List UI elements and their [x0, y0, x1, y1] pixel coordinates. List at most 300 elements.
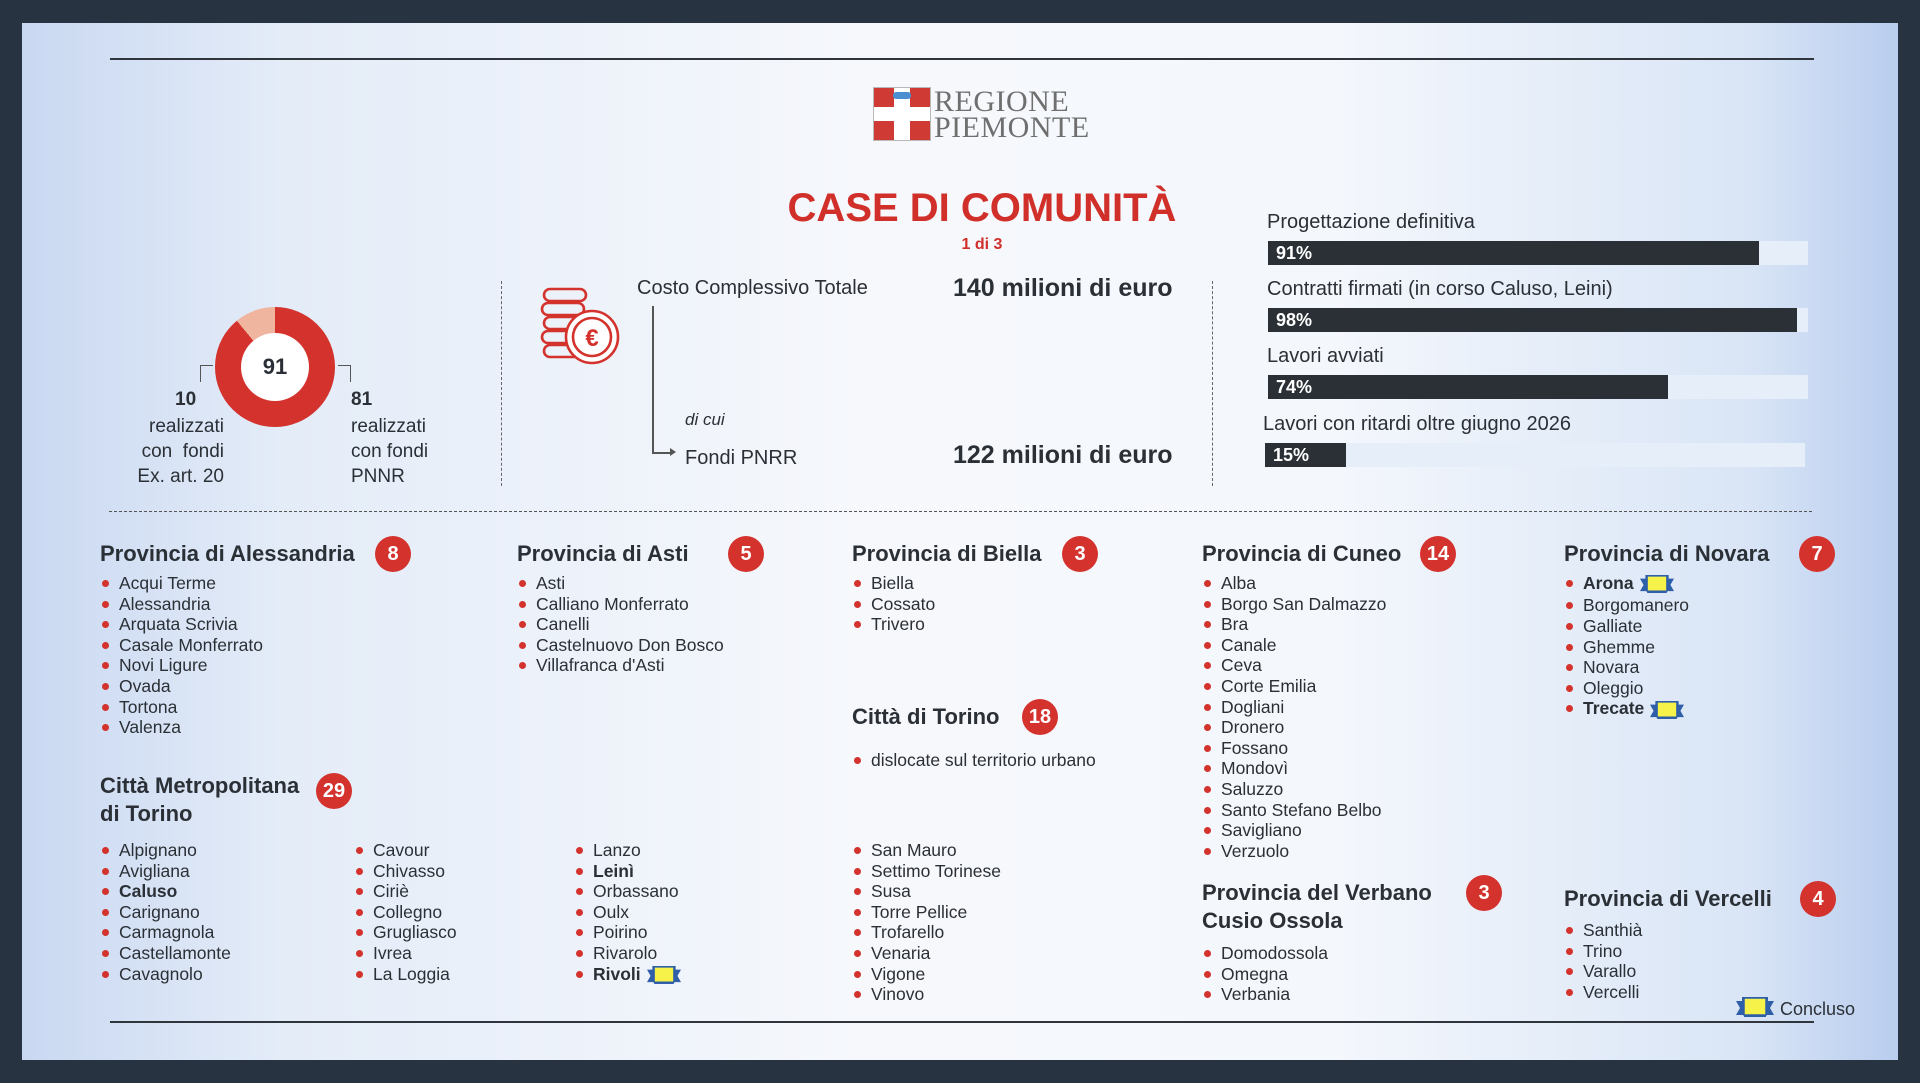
- bullet-icon: [102, 580, 109, 587]
- list-item-label: Cavour: [373, 840, 430, 860]
- bullet-icon: [1204, 765, 1211, 772]
- list-item-label: Venaria: [871, 942, 931, 963]
- list-item-label: Ghemme: [1583, 636, 1655, 657]
- count-badge-metro-torino: 29: [316, 773, 352, 809]
- list-item-label: Torre Pellice: [871, 901, 968, 922]
- list-item: [102, 881, 231, 902]
- list-item: [519, 655, 724, 676]
- list-item: [102, 676, 263, 697]
- count-badge-asti: 5: [728, 536, 764, 572]
- list-item-label: Arona: [1583, 573, 1634, 593]
- bullet-icon: [1204, 971, 1211, 978]
- list-item-label: Trivero: [871, 614, 925, 635]
- ex-art20-label: realizzati con fondi Ex. art. 20: [137, 416, 224, 487]
- bullet-icon: [519, 642, 526, 649]
- bullet-icon: [102, 601, 109, 608]
- bullet-icon: [102, 847, 109, 854]
- bullet-icon: [854, 888, 861, 895]
- list-item-label: Lanzo: [593, 840, 641, 860]
- list-item: [102, 717, 263, 738]
- list-item: [1204, 984, 1328, 1005]
- list-metro-torino-col3: [576, 840, 681, 986]
- list-item-label: Omegna: [1221, 963, 1289, 984]
- list-item-label: Rivarolo: [593, 942, 658, 963]
- bullet-icon: [576, 929, 583, 936]
- progress-value-contracts: 98%: [1276, 310, 1313, 330]
- list-cuneo: [1204, 573, 1386, 861]
- list-item-label: Vercelli: [1583, 981, 1640, 1002]
- list-item: [1566, 961, 1642, 982]
- list-item: [519, 635, 724, 656]
- list-item-label: Oulx: [593, 901, 629, 922]
- bullet-icon: [854, 621, 861, 628]
- total-cost-label: Costo Complessivo Totale: [637, 277, 868, 299]
- list-item-label: Saluzzo: [1221, 778, 1284, 799]
- province-title-citta-torino: Città di Torino: [852, 704, 1000, 729]
- list-item-label: Leinì: [593, 860, 634, 881]
- list-item: [1566, 920, 1642, 941]
- count-badge-novara: 7: [1799, 536, 1835, 572]
- list-item-label: Caluso: [119, 881, 178, 902]
- list-item: [102, 594, 263, 615]
- progress-fill: [1268, 308, 1797, 332]
- list-item-label: Valenza: [119, 717, 181, 738]
- list-item: [356, 840, 457, 861]
- list-item: [576, 943, 681, 964]
- logo-line-2: PIEMONTE: [934, 111, 1090, 144]
- list-item-label: Dronero: [1221, 717, 1285, 738]
- list-item-label: Ovada: [119, 675, 171, 696]
- count-badge-cuneo: 14: [1420, 536, 1456, 572]
- list-item: [1566, 678, 1689, 699]
- list-item: [1204, 758, 1386, 779]
- list-item-label: Trino: [1583, 940, 1623, 961]
- list-item: [854, 573, 935, 594]
- list-item-label: Chivasso: [373, 860, 445, 881]
- progress-label-contracts: Contratti firmati (in corso Caluso, Leini): [1267, 278, 1613, 300]
- list-item: [854, 614, 935, 635]
- list-item: [102, 635, 263, 656]
- bullet-icon: [356, 847, 363, 854]
- pnrr-count: 81: [351, 389, 373, 410]
- list-item: [102, 614, 263, 635]
- list-item-label: Savigliano: [1221, 820, 1302, 841]
- list-item: [1566, 595, 1689, 616]
- list-item: [102, 943, 231, 964]
- bullet-icon: [1204, 580, 1211, 587]
- list-item-label: Arquata Scrivia: [119, 614, 238, 635]
- list-item: [102, 697, 263, 718]
- list-vco: [1204, 943, 1328, 1005]
- list-item-label: Oleggio: [1583, 677, 1644, 698]
- list-item-label: Corte Emilia: [1221, 675, 1317, 696]
- bullet-icon: [1204, 642, 1211, 649]
- count-badge-vercelli: 4: [1800, 881, 1836, 917]
- bottom-rule: [110, 1021, 1814, 1023]
- ex-art20-count: 10: [175, 389, 197, 410]
- list-vercelli: [1566, 920, 1642, 1002]
- list-item-label: Grugliasco: [373, 922, 457, 943]
- list-item-label: Castellamonte: [119, 942, 231, 963]
- bullet-icon: [1204, 786, 1211, 793]
- bullet-icon: [356, 888, 363, 895]
- list-metro-torino-col1: [102, 840, 231, 984]
- bullet-icon: [854, 580, 861, 587]
- bullet-icon: [1204, 827, 1211, 834]
- list-item-label: Alessandria: [119, 593, 211, 614]
- list-item-label: Varallo: [1583, 961, 1637, 982]
- list-item: [1204, 964, 1328, 985]
- bullet-icon: [854, 971, 861, 978]
- list-item-label: Poirino: [593, 922, 648, 943]
- list-item: [854, 943, 1001, 964]
- bullet-icon: [1566, 948, 1573, 955]
- list-item: [1566, 982, 1642, 1003]
- progress-value-design: 91%: [1276, 243, 1313, 263]
- bullet-icon: [1204, 950, 1211, 957]
- list-item-label: Villafranca d'Asti: [536, 655, 665, 676]
- list-item: [1204, 841, 1386, 862]
- list-item-label: Vigone: [871, 963, 926, 984]
- list-item-label: Ciriè: [373, 881, 409, 902]
- list-item-label: Calliano Monferrato: [536, 593, 689, 614]
- list-item: [576, 861, 681, 882]
- bullet-icon: [102, 929, 109, 936]
- svg-text:€: €: [585, 325, 599, 352]
- list-item-label: Novara: [1583, 657, 1640, 678]
- list-item: [854, 861, 1001, 882]
- list-item: [1204, 779, 1386, 800]
- list-biella: [854, 573, 935, 635]
- bullet-icon: [576, 888, 583, 895]
- list-item: [1566, 616, 1689, 637]
- page-title: CASE DI COMUNITÀ: [787, 186, 1177, 230]
- list-item-label: Collegno: [373, 901, 443, 922]
- tree-connector-h: [652, 452, 672, 454]
- list-item: [1204, 820, 1386, 841]
- list-item: [356, 861, 457, 882]
- list-item: [1204, 635, 1386, 656]
- euro-coins-icon: [540, 285, 624, 375]
- list-item: [102, 902, 231, 923]
- progress-bar-works: [1268, 375, 1808, 399]
- bullet-icon: [102, 888, 109, 895]
- bullet-icon: [1566, 602, 1573, 609]
- list-item: [1204, 676, 1386, 697]
- right-bracket: [338, 365, 351, 382]
- bullet-icon: [1566, 580, 1573, 587]
- list-item-label: Galliate: [1583, 615, 1643, 636]
- di-cui-label: di cui: [685, 410, 725, 429]
- list-item: [1204, 943, 1328, 964]
- count-badge-citta-torino: 18: [1022, 699, 1058, 735]
- list-item-label: Novi Ligure: [119, 655, 208, 676]
- list-item: [1566, 637, 1689, 658]
- list-item-label: Verzuolo: [1221, 840, 1290, 861]
- list-item-label: Ivrea: [373, 942, 412, 963]
- bullet-icon: [519, 662, 526, 669]
- donut-center: [241, 333, 309, 401]
- bullet-icon: [854, 929, 861, 936]
- infographic-frame: [22, 23, 1898, 1060]
- list-item: [102, 655, 263, 676]
- progress-fill: [1265, 443, 1346, 467]
- bullet-icon: [854, 757, 861, 764]
- pnrr-realizzati-label: realizzati con fondi PNNR: [351, 416, 429, 487]
- list-item: [576, 840, 681, 861]
- list-item-label: Orbassano: [593, 881, 679, 902]
- list-metro-torino-col2: [356, 840, 457, 984]
- bullet-icon: [356, 909, 363, 916]
- list-item-label: Canale: [1221, 634, 1277, 655]
- list-item: [102, 861, 231, 882]
- province-title-biella: Provincia di Biella: [852, 541, 1042, 566]
- list-item-label: Borgomanero: [1583, 595, 1690, 616]
- bullet-icon: [1566, 989, 1573, 996]
- list-item-label: Borgo San Dalmazzo: [1221, 593, 1387, 614]
- list-asti: [519, 573, 724, 676]
- bullet-icon: [854, 991, 861, 998]
- bullet-icon: [102, 909, 109, 916]
- bullet-icon: [102, 621, 109, 628]
- progress-bar-design: [1268, 241, 1808, 265]
- bullet-icon: [102, 704, 109, 711]
- bullet-icon: [102, 724, 109, 731]
- list-item-label: Acqui Terme: [119, 573, 216, 593]
- list-item: [854, 840, 1001, 861]
- bullet-icon: [356, 971, 363, 978]
- bullet-icon: [854, 847, 861, 854]
- list-item-label: Verbania: [1221, 984, 1291, 1005]
- list-item: [519, 594, 724, 615]
- list-item: [102, 573, 263, 594]
- bullet-icon: [1566, 927, 1573, 934]
- bullet-icon: [1204, 662, 1211, 669]
- legend-label: Concluso: [1780, 999, 1856, 1019]
- divider-left: [501, 281, 502, 486]
- list-item: [1204, 717, 1386, 738]
- bullet-icon: [854, 601, 861, 608]
- list-item-label: Tortona: [119, 696, 178, 717]
- ribbon-icon: [1634, 573, 1674, 593]
- list-item: [854, 984, 1001, 1005]
- bullet-icon: [576, 909, 583, 916]
- list-item-label: Carmagnola: [119, 922, 215, 943]
- list-item: [1566, 657, 1689, 678]
- list-item: [1204, 573, 1386, 594]
- donut-chart: [215, 307, 335, 427]
- bullet-icon: [102, 662, 109, 669]
- bullet-icon: [854, 868, 861, 875]
- list-item: [1566, 573, 1689, 595]
- list-item-label: Dogliani: [1221, 696, 1285, 717]
- list-item-label: Vinovo: [871, 984, 925, 1005]
- progress-label-design: Progettazione definitiva: [1267, 211, 1475, 233]
- logo-line-1: REGIONE: [934, 85, 1070, 118]
- list-item-label: Santhià: [1583, 920, 1643, 940]
- list-item: [356, 902, 457, 923]
- list-item-label: Ceva: [1221, 655, 1262, 676]
- list-item: [102, 840, 231, 861]
- bullet-icon: [1566, 685, 1573, 692]
- list-item-label: Cavagnolo: [119, 963, 203, 984]
- left-bracket: [200, 365, 213, 382]
- bullet-icon: [1204, 724, 1211, 731]
- bullet-icon: [356, 929, 363, 936]
- bullet-icon: [102, 683, 109, 690]
- province-title-cuneo: Provincia di Cuneo: [1202, 541, 1402, 566]
- bullet-icon: [576, 868, 583, 875]
- bullet-icon: [1204, 601, 1211, 608]
- progress-value-works: 74%: [1276, 377, 1313, 397]
- list-item-label: Rivoli: [593, 963, 641, 984]
- list-item-label: Alba: [1221, 573, 1257, 593]
- list-item: [576, 964, 681, 986]
- list-alessandria: [102, 573, 263, 738]
- progress-value-delays: 15%: [1273, 445, 1310, 465]
- list-item: [1204, 800, 1386, 821]
- ribbon-icon: [641, 964, 681, 984]
- bullet-icon: [102, 950, 109, 957]
- list-item-label: Domodossola: [1221, 943, 1328, 963]
- divider-right: [1212, 281, 1213, 486]
- list-item-label: Biella: [871, 573, 914, 593]
- list-item-label: Trofarello: [871, 922, 945, 943]
- list-novara: [1566, 573, 1689, 721]
- bullet-icon: [1566, 644, 1573, 651]
- list-item-label: Trecate: [1583, 698, 1645, 719]
- list-metro-torino-col4: [854, 840, 1001, 1005]
- arrow-right-icon: [670, 448, 676, 456]
- list-item: [854, 594, 935, 615]
- tree-connector: [652, 306, 654, 452]
- list-item-label: La Loggia: [373, 963, 450, 984]
- bullet-icon: [1566, 705, 1573, 712]
- list-item-label: Susa: [871, 881, 911, 902]
- list-item: [102, 964, 231, 985]
- province-title-vco: Provincia del Verbano Cusio Ossola: [1202, 880, 1432, 933]
- count-badge-biella: 3: [1062, 536, 1098, 572]
- section-divider: [109, 511, 1812, 512]
- list-item: [519, 573, 724, 594]
- list-item: [1204, 655, 1386, 676]
- list-item-label: Cossato: [871, 593, 936, 614]
- list-item: [854, 922, 1001, 943]
- bullet-icon: [1204, 848, 1211, 855]
- list-item-label: Casale Monferrato: [119, 634, 263, 655]
- list-item-label: dislocate sul territorio urbano: [871, 750, 1096, 770]
- province-title-novara: Provincia di Novara: [1564, 541, 1770, 566]
- list-item-label: Alpignano: [119, 840, 197, 860]
- list-item-label: Castelnuovo Don Bosco: [536, 634, 724, 655]
- list-item-label: Asti: [536, 573, 566, 593]
- list-item-label: San Mauro: [871, 840, 957, 860]
- list-item-label: Mondovì: [1221, 758, 1289, 779]
- bullet-icon: [854, 950, 861, 957]
- bullet-icon: [1566, 968, 1573, 975]
- list-item: [576, 922, 681, 943]
- list-item: [854, 750, 1096, 771]
- list-item: [1204, 697, 1386, 718]
- list-item: [1204, 738, 1386, 759]
- bullet-icon: [1204, 704, 1211, 711]
- page-subtitle: 1 di 3: [961, 236, 1003, 253]
- bullet-icon: [576, 847, 583, 854]
- list-item-label: Settimo Torinese: [871, 860, 1002, 881]
- bullet-icon: [1204, 745, 1211, 752]
- list-item-label: Fossano: [1221, 737, 1289, 758]
- bullet-icon: [1204, 807, 1211, 814]
- bullet-icon: [519, 580, 526, 587]
- province-title-alessandria: Provincia di Alessandria: [100, 541, 355, 566]
- bullet-icon: [1204, 991, 1211, 998]
- legend-ribbon-icon: [1736, 995, 1774, 1024]
- bullet-icon: [356, 950, 363, 957]
- bullet-icon: [1566, 664, 1573, 671]
- list-item: [854, 902, 1001, 923]
- bullet-icon: [1204, 683, 1211, 690]
- province-title-metro-torino: Città Metropolitana di Torino: [100, 773, 300, 826]
- bullet-icon: [576, 971, 583, 978]
- list-item: [576, 881, 681, 902]
- list-item: [1566, 941, 1642, 962]
- ribbon-icon: [1644, 698, 1684, 718]
- list-item: [854, 964, 1001, 985]
- donut-total: 91: [262, 354, 288, 379]
- bullet-icon: [519, 601, 526, 608]
- count-badge-alessandria: 8: [375, 536, 411, 572]
- bullet-icon: [854, 909, 861, 916]
- progress-bar-delays: [1265, 443, 1805, 467]
- list-item: [356, 943, 457, 964]
- bullet-icon: [1566, 623, 1573, 630]
- list-item-label: Avigliana: [119, 860, 190, 881]
- progress-label-delays: Lavori con ritardi oltre giugno 2026: [1263, 413, 1571, 435]
- province-title-asti: Provincia di Asti: [517, 541, 689, 566]
- list-item: [854, 881, 1001, 902]
- progress-bar-contracts: [1268, 308, 1808, 332]
- progress-fill: [1268, 375, 1668, 399]
- list-item-label: Canelli: [536, 614, 590, 635]
- list-item: [1566, 698, 1689, 720]
- bullet-icon: [356, 868, 363, 875]
- list-item: [519, 614, 724, 635]
- list-item: [1204, 594, 1386, 615]
- total-cost-value: 140 milioni di euro: [953, 274, 1173, 302]
- list-item: [1204, 614, 1386, 635]
- progress-label-works: Lavori avviati: [1267, 345, 1384, 367]
- ribbon-icon: [1736, 995, 1774, 1019]
- list-item-label: Santo Stefano Belbo: [1221, 799, 1382, 820]
- pnrr-funds-value: 122 milioni di euro: [953, 441, 1173, 469]
- list-item: [102, 922, 231, 943]
- pnrr-funds-label: Fondi PNRR: [685, 447, 798, 469]
- list-item: [576, 902, 681, 923]
- progress-fill: [1268, 241, 1759, 265]
- list-citta-torino: [854, 750, 1096, 771]
- list-item: [356, 881, 457, 902]
- province-title-vercelli: Provincia di Vercelli: [1564, 886, 1772, 911]
- bullet-icon: [576, 950, 583, 957]
- bullet-icon: [102, 868, 109, 875]
- top-rule: [110, 58, 1814, 60]
- count-badge-vco: 3: [1466, 875, 1502, 911]
- list-item: [356, 922, 457, 943]
- list-item-label: Bra: [1221, 614, 1249, 635]
- bullet-icon: [1204, 621, 1211, 628]
- bullet-icon: [102, 971, 109, 978]
- bullet-icon: [519, 621, 526, 628]
